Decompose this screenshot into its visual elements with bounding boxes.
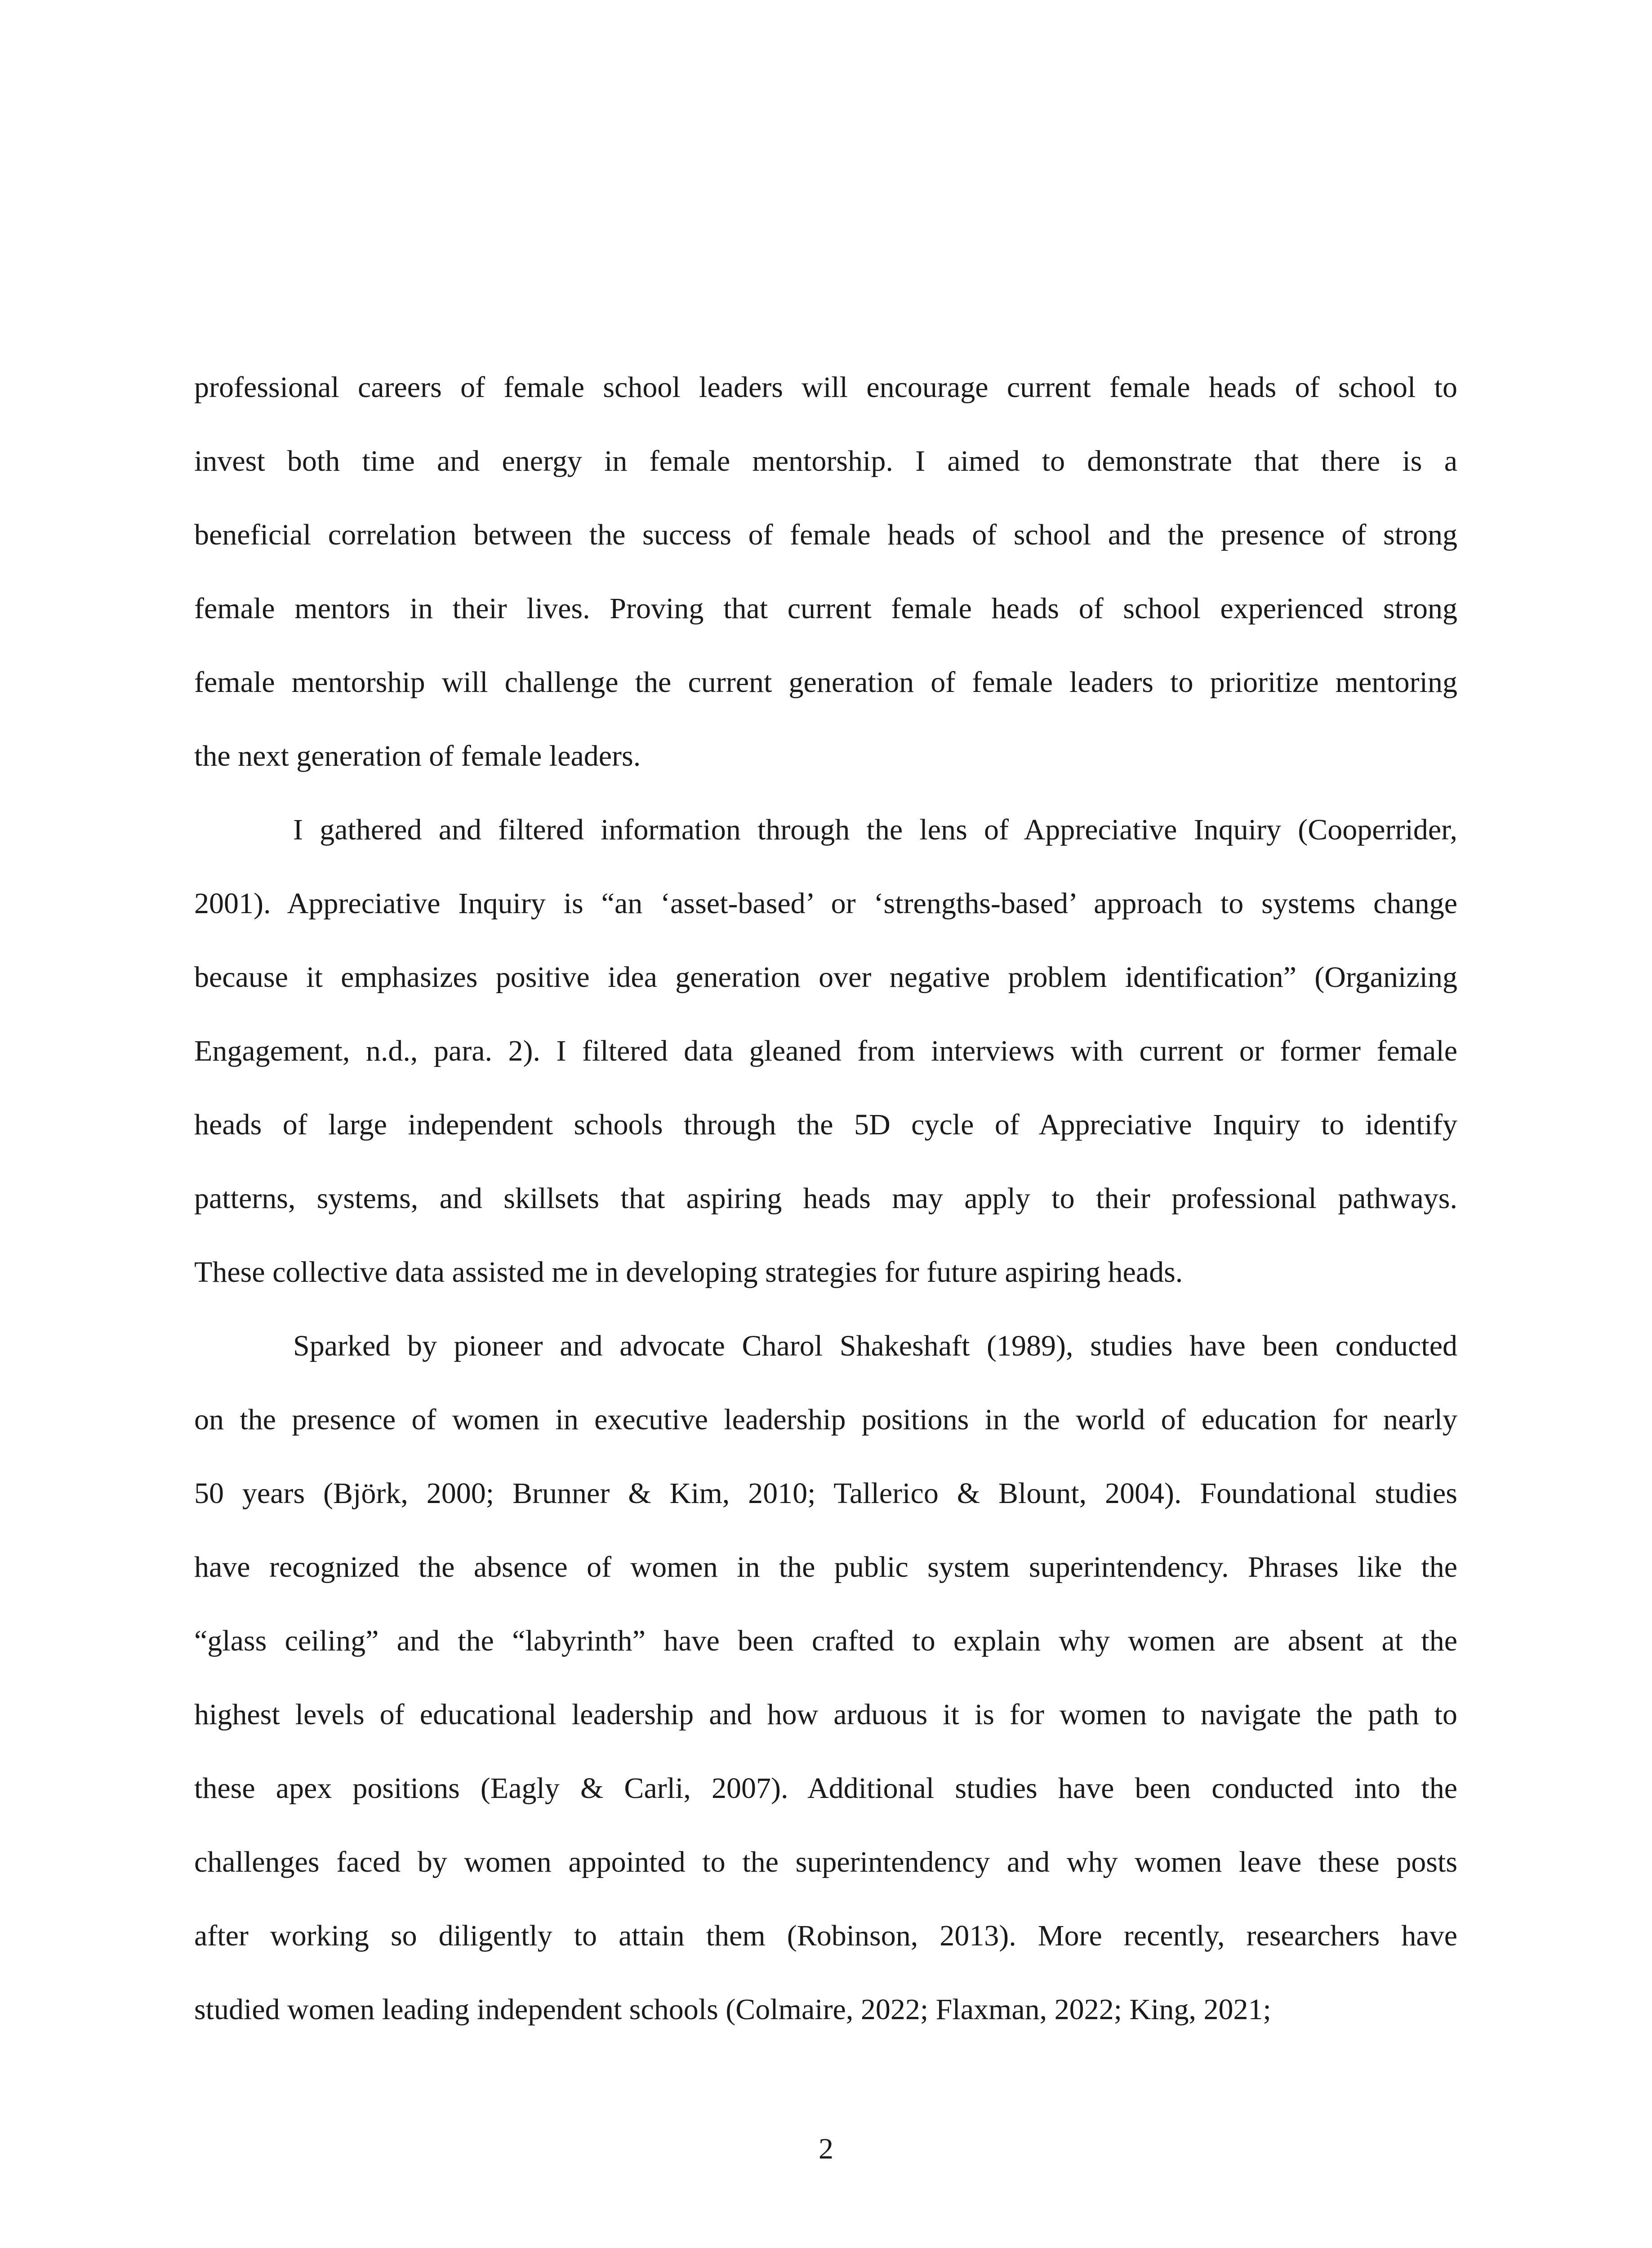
page-number: 2 xyxy=(819,2132,833,2165)
paragraph-2-line-5: heads of large independent schools through the 5D cycle of Appreciative Inquiry to identify xyxy=(194,1108,1457,1141)
paragraph-1-line-5: female mentorship will challenge the current generation of female leaders to prioritize mentoring xyxy=(194,666,1457,699)
paragraph-3-line-2: on the presence of women in executive leadership positions in the world of education for nearly xyxy=(194,1403,1457,1436)
paragraph-3-line-6: highest levels of educational leadership and how arduous it is for women to navigate the path to xyxy=(194,1698,1457,1731)
paragraph-3-line-9: after working so diligently to attain them (Robinson, 2013). More recently, researchers have xyxy=(194,1919,1457,1952)
paragraph-2-line-4: Engagement, n.d., para. 2). I filtered data gleaned from interviews with current or former female xyxy=(194,1035,1457,1067)
paragraph-1-line-2: invest both time and energy in female mentorship. I aimed to demonstrate that there is a xyxy=(194,445,1457,477)
paragraph-2-line-1: I gathered and filtered information through the lens of Appreciative Inquiry (Cooperrider, xyxy=(293,813,1457,846)
paragraph-2-line-7: These collective data assisted me in developing strategies for future aspiring heads. xyxy=(194,1256,1183,1289)
paragraph-2-line-2: 2001). Appreciative Inquiry is “an ‘asset-based’ or ‘strengths-based’ approach to systems change xyxy=(194,887,1457,920)
paragraph-3-line-7: these apex positions (Eagly & Carli, 2007). Additional studies have been conducted into the xyxy=(194,1772,1457,1805)
paragraph-1-line-1: professional careers of female school leaders will encourage current female heads of school to xyxy=(194,371,1457,404)
body-text xyxy=(194,351,1457,2047)
paragraph-2-line-6: patterns, systems, and skillsets that aspiring heads may apply to their professional pathways. xyxy=(194,1182,1457,1215)
paragraph-3-line-4: have recognized the absence of women in the public system superintendency. Phrases like the xyxy=(194,1551,1457,1583)
paragraph-3-line-8: challenges faced by women appointed to the superintendency and why women leave these posts xyxy=(194,1846,1457,1878)
paragraph-1-line-4: female mentors in their lives. Proving that current female heads of school experienced strong xyxy=(194,592,1457,625)
paragraph-2-line-3: because it emphasizes positive idea generation over negative problem identification” (Organizing xyxy=(194,961,1457,994)
paragraph-3-line-5: “glass ceiling” and the “labyrinth” have been crafted to explain why women are absent at the xyxy=(194,1624,1457,1657)
paragraph-3-line-1: Sparked by pioneer and advocate Charol Shakeshaft (1989), studies have been conducted xyxy=(293,1329,1457,1362)
paragraph-1-line-6: the next generation of female leaders. xyxy=(194,740,641,772)
paragraph-3-line-3: 50 years (Björk, 2000; Brunner & Kim, 2010; Tallerico & Blount, 2004). Foundational studies xyxy=(194,1477,1457,1510)
paragraph-3-line-10: studied women leading independent schools (Colmaire, 2022; Flaxman, 2022; King, 2021; xyxy=(194,1993,1271,2026)
paragraph-1-line-3: beneficial correlation between the success of female heads of school and the presence of strong xyxy=(194,518,1457,551)
